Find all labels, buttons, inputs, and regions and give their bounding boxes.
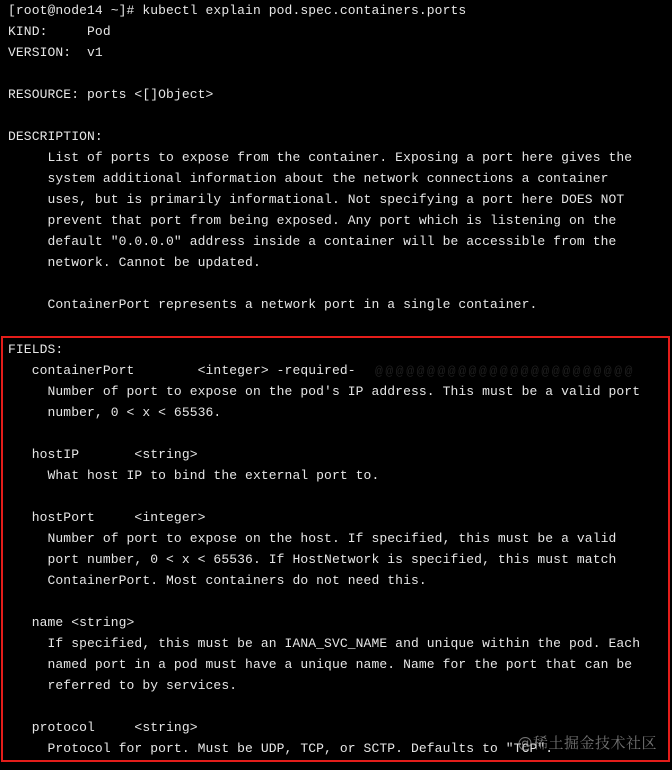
description-text-line: uses, but is primarily informational. Not specifying a port here DOES NOT [8,192,625,207]
blank-line [8,591,668,612]
resource-line: RESOURCE: ports <[]Object> [8,87,214,102]
field-name-line: name <string> [8,615,135,630]
description-text-line: default "0.0.0.0" address inside a container will be accessible from the [8,234,617,249]
juejin-watermark: @稀土掘金技术社区 [517,734,657,752]
description-text-line: ContainerPort represents a network port in a single container. [8,297,538,312]
blank-line [8,315,672,336]
fields-heading-line: FIELDS: [8,342,64,357]
version-line: VERSION: v1 [8,45,103,60]
blank-line [8,63,672,84]
field-text-line: named port in a pod must have a unique name. Name for the port that can be [8,657,633,672]
kind-line: KIND: Pod [8,24,111,39]
blank-line [8,273,672,294]
field-text-line: referred to by services. [8,678,238,693]
blank-line [8,105,672,126]
description-text-line: network. Cannot be updated. [8,255,261,270]
description-text-line: List of ports to expose from the container. Exposing a port here gives the [8,150,633,165]
description-text-line: prevent that port from being exposed. Any port which is listening on the [8,213,617,228]
field-text-line: Protocol for port. Must be UDP, TCP, or SCTP. Defaults to "TCP". [8,741,554,756]
field-protocol-line: protocol <string> [8,720,198,735]
field-text-line: What host IP to bind the external port to. [8,468,380,483]
fields-highlight-box [1,336,670,762]
field-text-line: ContainerPort. Most containers do not need this. [8,573,427,588]
field-text-line: Number of port to expose on the host. If specified, this must be a valid [8,531,617,546]
field-hostport-line: hostPort <integer> [8,510,206,525]
description-text-line: system additional information about the network connections a container [8,171,609,186]
blank-line [8,696,668,717]
field-text-line: port number, 0 < x < 65536. If HostNetwork is specified, this must match [8,552,617,567]
description-heading-line: DESCRIPTION: [8,129,103,144]
field-text-line: number, 0 < x < 65536. [8,405,222,420]
blank-line [8,423,668,444]
terminal-prompt-line: [root@node14 ~]# kubectl explain pod.spec.containers.ports [8,3,467,18]
field-containerport-line: containerPort <integer> -required- [8,363,356,378]
blank-line [8,486,668,507]
ghost-watermark-remnant: @@@@@@@@@@@@@@@@@@@@@@@@@ [375,364,636,379]
field-text-line: If specified, this must be an IANA_SVC_NAME and unique within the pod. Each [8,636,641,651]
field-text-line: Number of port to expose on the pod's IP address. This must be a valid port [8,384,641,399]
field-hostip-line: hostIP <string> [8,447,198,462]
